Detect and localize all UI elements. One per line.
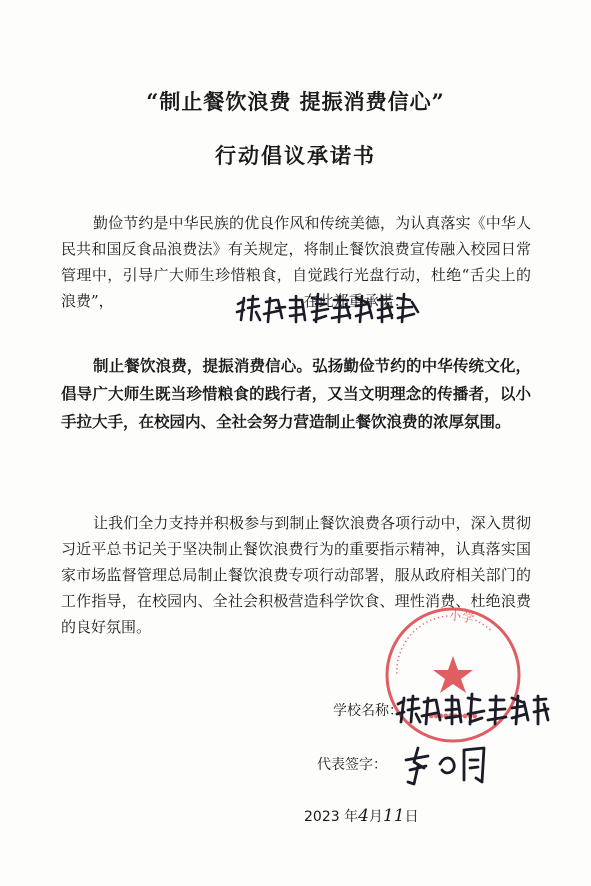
date-day-unit: 日 xyxy=(404,809,419,825)
representative-signature-label: 代表签字： xyxy=(317,757,387,773)
handwritten-school-name-inline xyxy=(232,290,424,326)
date-month-unit: 月 xyxy=(368,809,383,825)
paragraph-action: 让我们全力支持并积极参与到制止餐饮浪费各项行动中，深入贯彻习近平总书记关于坚决制止餐饮浪费行为的重要指示精神，认真落实国家市场监督管理总局制止餐饮浪费专项行动部署，服从政府相关部门的工作指导，在校园内、全社会积极营造科学饮食、理性消费、杜绝浪费的良好氛围。 xyxy=(61,514,531,636)
date-month: 4 xyxy=(358,806,369,826)
document-subtitle: 行动倡议承诺书 xyxy=(215,143,376,168)
date-year: 2023 年 xyxy=(304,809,359,825)
handwritten-school-name xyxy=(394,690,554,728)
paragraph-commitment: 制止餐饮浪费，提振消费信心。弘扬勤俭节约的中华传统文化，倡导广大师生既当珍惜粮食的践行者，又当文明理念的传播者，以小手拉大手，在校园内、全社会努力营造制止餐饮浪费的浓厚氛围。 xyxy=(61,357,531,431)
svg-text:●●●●●●●●●●: ●●●●●●●●●● xyxy=(428,711,478,720)
svg-text:·····················小学·····: ·····················小学····· xyxy=(389,608,496,675)
school-name-label: 学校名称： xyxy=(333,703,403,719)
document-title: “制止餐饮浪费 提振消费信心” xyxy=(146,89,445,114)
representative-signature xyxy=(400,740,510,788)
paragraph-intro-end: 在此郑重承诺： xyxy=(303,292,409,310)
signing-date xyxy=(304,806,419,826)
date-day: 11 xyxy=(382,806,405,826)
paragraph-intro-text: 勤俭节约是中华民族的优良作风和传统美德，为认真落实《中华人民共和国反食品浪费法》有关规定，将制止餐饮浪费宣传融入校园日常管理中，引导广大师生珍惜粮食，自觉践行光盘行动，杜绝“舌尖上的浪费”， xyxy=(61,214,531,310)
